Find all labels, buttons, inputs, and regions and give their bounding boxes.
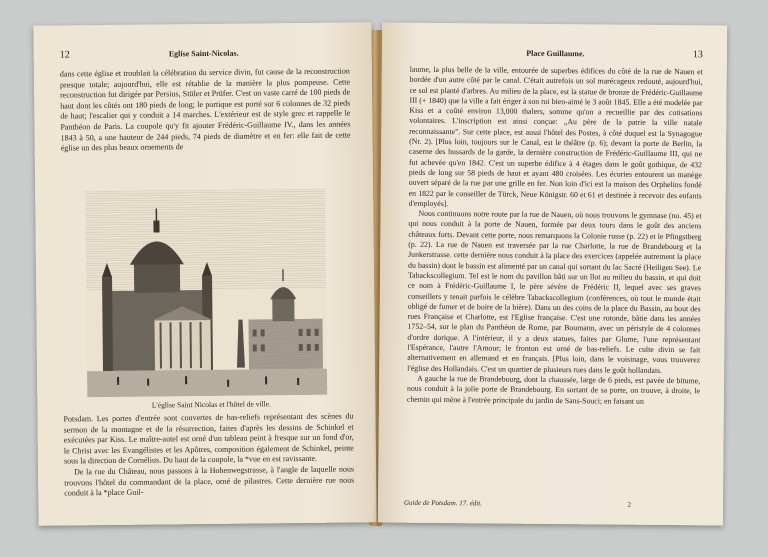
right-page-header	[408, 47, 703, 64]
signature-mark: 2	[627, 500, 632, 509]
left-bottom-text	[63, 411, 354, 499]
left-running-head: Eglise Saint-Nicolas.	[168, 48, 239, 59]
right-page-footer	[404, 499, 701, 514]
right-body-text	[407, 65, 703, 407]
right-paragraph-1: laume, la plus belle de la ville, entourée de superbes édifices du côté de la rue de Nauen et bordée d'un autre côté par le canal. C'était autrefois un sol marécageux redouté, aujourd'hui, ce sol est planté d'arbres. Au milieu de la place, est la statue de bronze de Frédéric-Guillaume III (+ 1840) que la ville a fait ériger à son roi bien-aimé le 3 août 1845. Elle a été modelée par Kiss et a coûté environ 13,000 thalers, somme qu'on a recueillie par des cotisations volontaires. L'inscription est ainsi conçue: „Au père de la patrie la ville natale reconnaissante". Sur cette place, est aussi l'hôtel des Postes, à côté duquel est la Synagogue (Nr. 2). [Plus loin, toujours sur le Canal, est le théâtre (p. 6); devant la porte de Berlin, la caserne des hussards de la garde, la dernière construction de Frédéric-Guillaume III, qui ne fut achevée qu'en 1842. C'est un superbe édifice à 4 étages dans le goût gothique, de 432 pieds de long sur 58 pieds de haut et ayant 480 croisées. Les écuries entourent un manège ouvert séparé de la rue par une grille en fer. Non loin d'ici est la maison des Orphelins fondé en 1822 par le conseiller de Türck, Neue Königstr. 60 et 61 et destinée à recevoir des enfants d'employés].	[408, 64, 703, 208]
left-page-number: 12	[59, 49, 70, 61]
right-running-head: Place Guillaume.	[526, 48, 585, 59]
right-page	[378, 23, 727, 526]
left-top-text	[60, 66, 351, 154]
right-paragraph-3: A gauche la rue de Brandebourg, dont la chaussée, large de 6 pieds, est pavée de bitume, nous conduit à la jolie porte de Brandebourg. En sortant de sa porte, on trouve, à droite, le chemin qui mène à l'entrée principale du jardin de Sans-Souci; en faisant un	[406, 373, 701, 406]
illustration-caption: L'église Saint Nicolas et l'hôtel de ville.	[151, 399, 271, 410]
left-page-header	[60, 46, 348, 63]
left-top-paragraph: dans cette église et troublait la célébration du service divin, fut cause de la reconstruction presque totale; aujourd'hui, elle est rétablie de la manière la plus pompeuse. Cette reconstruction fut dirigée par Persius, Stüler et Prüfer. C'est un vaste carré de 100 pieds de haut dont les côtés ont 180 pieds de long; le portique est porté sur 6 colonnes de 32 pieds de haut; l'escalier qui y conduit a 14 marches. L'extérieur est de style grec et rappelle le Panthéon de Paris. La coupole qu'y fit ajouter Frédéric-Guillaume IV., dans les années 1843 à 50, a une hauteur de 244 pieds, 74 pieds de diamètre et en fer: elle fait de cette église un des plus beaux ornements de	[59, 66, 351, 153]
guide-edition-note: Guide de Potsdam. 17. édit.	[403, 498, 482, 508]
right-paragraph-2: Nous continuons notre route par la rue de Nauen, où nous trouvons le gymnase (no. 45) et qui nous conduit à la porte de Nauen, formée par deux tours dans le goût des anciens châteaux forts. Devant cette porte, nous remarquons la Colonie russe (p. 22) et le Pfingstberg (p. 22). La rue de Nauen est traversée par la rue Charlotte, la rue de Brandebourg et la Junkerstrasse. cette dernière nous conduit à la place des exercices (appelée autrement la place du bassin) dont le bassin est alimenté par un canal qui sortant du lac Sacré (Heiligen See). Le Tabackscollegium. Tel est le nom du pavillon bâti sur un îlot au milieu du bassin, et qui doit ce nom à Frédéric-Guillaume I, le père sévère de Frédéric II, lequel avec ses graves conseillers y tenait parfois le célèbre Tabackscollegium (conférences, où tout le monde était obligé de fumer et de boire de la bière). Dans un des coins de la place du Bassin, au bout des rues Française et Charlotte, est l'Eglise française. C'est une rotonde, bâtie dans les années 1752–54, sur le plan du Panthéon de Rome, par Boumann, avec un péristyle de 4 colonnes d'ordre dorique. A l'intérieur, il y a deux statues, faites par Glume, l'une représentant l'Espérance, l'autre l'Amour; le fronton est orné de bas-reliefs. Le culte divin se fait alternativement en allemand et en français. [Plus loin, dans le voisinage, vous trouverez l'église des Hollandais. C'est un quartier de plusieurs rues dans le goût hollandais.	[407, 208, 702, 375]
church-engraving	[85, 189, 327, 398]
right-page-number: 13	[692, 49, 703, 61]
left-bottom-paragraph-1: Potsdam. Les portes d'entrée sont couvertes de bas-reliefs représentant des scènes du sermon de la montagne et de la résurrection, faites d'après les dessins de Schinkel et exécutées par Kiss. Le maître-autel est orné d'un tableau peint à fresque sur un fond d'or, le Christ avec les Evangélistes et les Apôtres, composition également de Schinkel, peinte sous la direction de Cornélius. Du haut de la coupole, la *vue en est ravissante.	[63, 411, 354, 466]
left-bottom-paragraph-2: De la rue du Château, nous passons à la Hohenwegstrasse, à l'angle de laquelle nous trouvons l'hôtel du commandant de la place, orné de pilastres. Cette dernière rue nous conduit à la *place Guil-	[64, 464, 355, 498]
open-book	[28, 24, 728, 530]
left-page	[33, 22, 376, 526]
